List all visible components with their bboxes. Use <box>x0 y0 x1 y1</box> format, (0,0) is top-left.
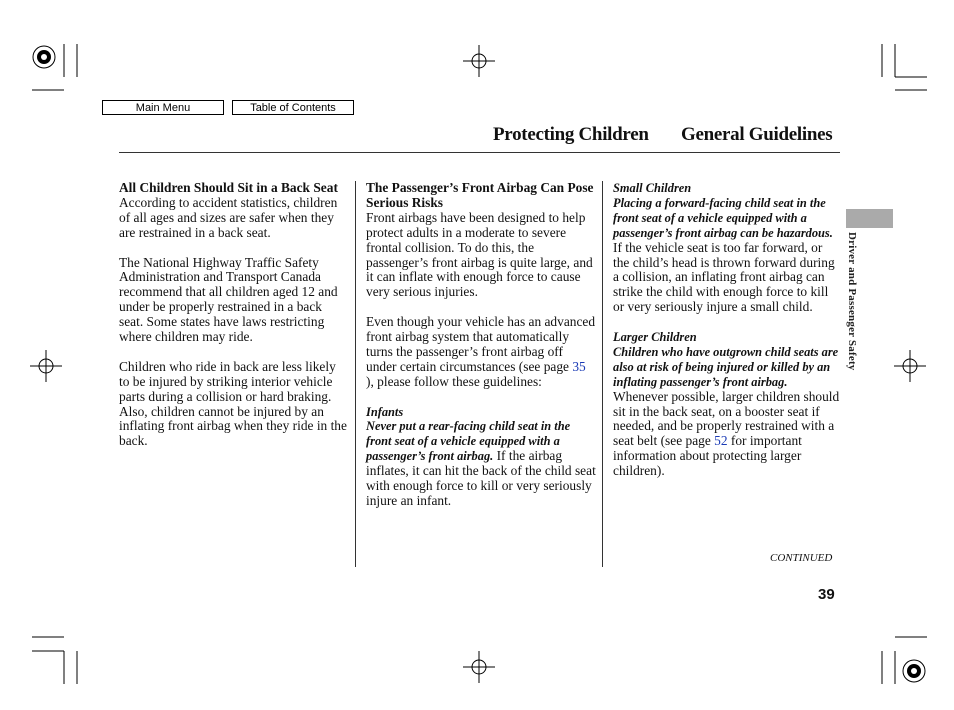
col1-heading: All Children Should Sit in a Back Seat <box>119 180 338 195</box>
infants-text: If the airbag inflates, it can hit the back of the child seat with enough force to kill or very seriously injure an infant. <box>366 448 596 508</box>
column-3 <box>613 181 841 479</box>
larger-children-warning: Children who have outgrown child seats are also at risk of being injured or killed by an inflating passenger’s front airbag. <box>613 344 839 389</box>
infants-paragraph <box>366 419 596 508</box>
col2-p2-text-a: Even though your vehicle has an advanced front airbag system that automatically turns the passenger’s front airbag off under certain circumstances (see page <box>366 314 596 374</box>
column-1 <box>119 181 347 464</box>
continued-label: CONTINUED <box>770 552 833 564</box>
header-rule <box>119 152 840 153</box>
col1-paragraph-1: According to accident statistics, children of all ages and sizes are safer when they are restrained in a back seat. <box>119 194 338 240</box>
col2-p2-text-b: ), please follow these guidelines: <box>366 373 542 389</box>
page-title: General Guidelines <box>681 124 833 145</box>
small-children-paragraph <box>613 196 841 315</box>
col2-paragraph-1: Front airbags have been designed to help protect adults in a moderate to severe frontal collision. To do this, the passenger’s front airbag is quite large, and it can inflate with enough force to cause very serious injuries. <box>366 209 593 300</box>
col2-paragraph-2 <box>366 315 596 390</box>
larger-children-subheading: Larger Children <box>613 330 697 345</box>
small-children-text: If the vehicle seat is too far forward, or the child’s head is thrown forward during a collision, an inflating front airbag can strike the child with enough force to kill or very seriously injure a small child. <box>613 239 835 315</box>
column-2 <box>366 181 596 509</box>
col2-heading: The Passenger’s Front Airbag Can Pose Serious Risks <box>366 180 594 210</box>
infants-subheading: Infants <box>366 404 404 419</box>
larger-children-text-b: for important information about protecting larger children). <box>613 433 802 479</box>
section-tab <box>846 209 893 228</box>
column-divider-2 <box>602 181 603 567</box>
section-title: Protecting Children <box>493 124 649 145</box>
table-of-contents-button[interactable]: Table of Contents <box>232 100 354 115</box>
infants-warning: Never put a rear-facing child seat in the front seat of a vehicle equipped with a passenger’s front airbag. <box>366 419 571 464</box>
larger-children-paragraph <box>613 345 841 479</box>
col1-paragraph-2: The National Highway Traffic Safety Administration and Transport Canada recommend that all children aged 12 and under be properly restrained in a back seat. Some states have laws restricting where children may ride. <box>119 254 338 345</box>
main-menu-button[interactable]: Main Menu <box>102 100 224 115</box>
larger-children-text-a: Whenever possible, larger children should sit in the back seat, on a booster seat if needed, and be properly restrained with a seat belt (see page <box>613 388 840 449</box>
page-number: 39 <box>818 586 835 603</box>
col1-paragraph-3: Children who ride in back are less likely to be injured by striking interior vehicle parts during a collision or hard braking. Also, children cannot be injured by an inflating front airbag when they ride in the back. <box>119 358 347 449</box>
side-tab-label: Driver and Passenger Safety <box>846 232 858 371</box>
small-children-warning: Placing a forward-facing child seat in the front seat of a vehicle equipped with a passenger’s front airbag can be hazardous. <box>613 195 833 240</box>
small-children-subheading: Small Children <box>613 181 692 195</box>
page-52-link[interactable]: 52 <box>714 433 728 449</box>
page-35-link[interactable]: 35 <box>572 358 586 374</box>
column-divider-1 <box>355 181 356 567</box>
